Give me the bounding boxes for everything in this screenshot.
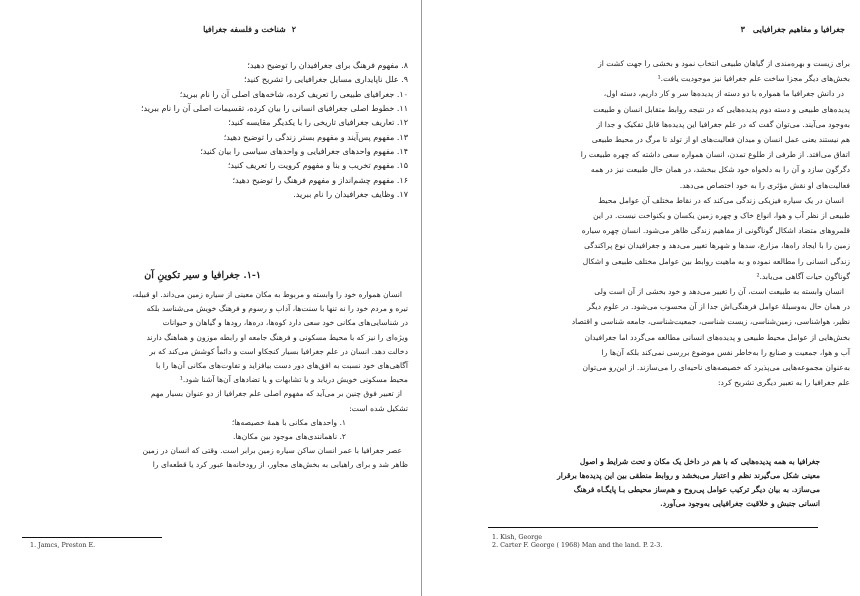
text-line: ویژه‌ای را نیز که با محیط مسکونی و فرهنگ جامعه او رابطه موزون و هماهنگ دارند — [146, 332, 408, 342]
text-line: دگرگون سازد و آن را به دلخواه خود شکل ببخشد، در همان حال طبیعت نیز در همه — [590, 165, 850, 175]
question-item: ۱۲. تعاریف جغرافیای تاریخی را با یکدیگر مقایسه کنید؛ — [228, 118, 408, 128]
text-line: هم نیستند یعنی عمل انسان و میدان فعالیت‌های او از تولد تا مرگ در محیط طبیعی — [591, 135, 850, 145]
definition-line: معینی شکل می‌گیرند نظم و اعتبار می‌بخشد و روابط منطقی بین این پدیده‌ها برقرار — [557, 471, 820, 480]
left-body-text — [23, 288, 408, 473]
text-line: برای زیست و بهره‌مندی از گیاهان طبیعی انتخاب نمود و بخشی را جهت کشت از — [598, 59, 850, 68]
text-line: طبیعی از نظر آب و هوا، انواع خاک و چهره زمین یکسان و یکنواخت نیست. در این — [593, 211, 850, 221]
question-item: ۹. علل ناپایداری مسایل جغرافیایی را تشریح کنید؛ — [243, 75, 408, 85]
right-page-number: ۳ — [740, 24, 745, 34]
text-line: انسان در یک سیاره فیزیکی زندگی می‌کند که در نقاط مختلف آن عوامل محیط — [598, 195, 844, 205]
text-line: قلمروهای متضاد اشکال گوناگونی از مفاهیم زندگی ظاهر می‌شود. انسان چهره سیاره — [581, 226, 850, 236]
question-item: ۱۳. مفهوم پس‌آیند و مفهوم بستر زندگی را توضیح دهید؛ — [223, 132, 408, 142]
text-line: ظاهر شد و برای راهیابی به بخش‌های مجاور، از رودخانه‌ها عبور کرد یا قطعه‌ای را — [152, 460, 408, 470]
footnote-rule — [22, 537, 162, 538]
question-item: ۱۶. مفهوم چشم‌انداز و مفهوم فرهنگ را توضیح دهید؛ — [232, 175, 408, 185]
left-page-number: ۲ — [291, 24, 296, 34]
text-line: تشکیل شده است: — [349, 403, 408, 413]
right-page-running-title: جغرافیا و مفاهیم جغرافیایی — [752, 24, 845, 34]
right-body-text — [452, 56, 850, 390]
footnote: 1. Kish, George — [492, 533, 543, 541]
text-line: پدیده‌های طبیعی و دسته دوم پدیده‌هایی که در نتیجه روابط متقابل انسان و طبیعت — [593, 104, 850, 114]
text-line: گوناگون حیات آگاهی می‌یابد.² — [756, 271, 850, 281]
footnote: 2. Carter F. George ( 1968) Man and the land. P. 2-3. — [492, 541, 663, 549]
text-line: به‌عنوان مجموعه‌هایی می‌پذیرد که خصیصه‌های ناحیه‌ای را می‌سازند. از این‌رو می‌توان — [582, 363, 850, 373]
text-line: زندگی انسانی را مطالعه نموده و به ماهیت روابط بین عوامل مختلف طبیعی و اشکال — [582, 256, 850, 266]
text-line: بخش‌هایی از عوامل محیط طبیعی و پدیده‌های انسانی مطالعه می‌گردد اما جغرافیدان — [584, 332, 850, 342]
right-page-header — [741, 24, 845, 34]
text-line: عصر جغرافیا با عمر انسان ساکن سیاره زمین برابر است. وقتی که انسان در زمین — [142, 446, 402, 456]
text-line: آگاهی‌های خود نسبت به افق‌های دور دست بیافزاید و تفاوت‌های مکانی آن‌ها را با — [155, 361, 408, 371]
right-page — [422, 0, 860, 596]
review-questions — [28, 59, 408, 202]
question-item: ۱۵. مفهوم تخریب و بنا و مفهوم کرویت را تعریف کنید؛ — [227, 161, 408, 171]
definition-block — [460, 455, 820, 511]
list-item: ۲. ناهمانندی‌های موجود بین مکان‌ها. — [233, 432, 346, 442]
text-line: نظیر، هواشناسی، زمین‌شناسی، زیست شناسی، جمعیت‌شناسی، جامعه شناسی و اقتصاد — [571, 317, 850, 327]
text-line: دخالت دهد. انسان در علم جغرافیا بسیار کنجکاو است و دائماً کوشش می‌کند که بر — [149, 346, 408, 356]
text-line: در دانش جغرافیا ما همواره با دو دسته از پدیده‌ها سر و کار داریم، دسته اول، — [603, 89, 844, 99]
text-line: از تعبیر فوق چنین بر می‌آید که مفهوم اصلی علم جغرافیا از دو عنوان بسیار مهم — [150, 389, 402, 399]
left-page — [0, 0, 421, 596]
definition-line: انسانی جنبش و خلاقیت جغرافیایی به‌وجود می‌آورد. — [660, 499, 820, 508]
section-title: ۱-۱. جغرافیا و سیر تکوینِ آن — [144, 270, 261, 281]
question-item: ۱۱. خطوط اصلی جغرافیای انسانی را بیان کرده، تقسیمات اصلی آن را نام ببرید؛ — [140, 104, 408, 114]
text-line: به‌وجود می‌آیند. می‌توان گفت که در علم جغرافیا این پدیده‌ها قابل تفکیک و جدا از — [596, 119, 850, 129]
text-line: زمین را با ایجاد راه‌ها، مزارع، سدها و شهرها تغییر می‌دهد و جغرافیدان نوع پراکندگی — [584, 241, 850, 251]
text-line: انسان وابسته به طبیعت است، آن را تغییر می‌دهد و خود بخشی از آن است ولی — [594, 287, 844, 297]
footnote: 1. Jamcs, Preston E. — [30, 541, 96, 549]
text-line: انسان همواره خود را وابسته و مربوط به مکان معینی از سیاره زمین می‌داند. او قبیله، — [132, 290, 402, 299]
text-line: بخش‌های دیگر مجزا ساخت علم جغرافیا نیز موجودیت یافت.¹ — [657, 74, 850, 84]
text-line: محیط مسکونی خویش دریابد و یا تشابهات و یا تضادهای آن‌ها آشنا شود.¹ — [179, 375, 408, 385]
left-page-running-title: شناخت و فلسفه جغرافیا — [203, 24, 286, 34]
question-item: ۸. مفهوم فرهنگ برای جغرافیدان را توضیح دهید؛ — [247, 61, 408, 70]
definition-line: جغرافیا به همه پدیده‌هایی که با هم در داخل یک مکان و تحت شرایط و اصول — [579, 457, 820, 466]
list-item: ۱. واحدهای مکانی با همهٔ خصیصه‌ها؛ — [231, 417, 346, 427]
text-line: در همان حال به‌وسیلهٔ عوامل فرهنگی‌اش جدا از آن محسوب می‌شود. در علوم دیگر — [587, 302, 850, 312]
definition-line: می‌سازد. به بیان دیگر ترکیب عوامل پی‌روح و هم‌ساز محیطی بـا پایگـاه فرهنگ — [573, 485, 820, 494]
text-line: تیره و مردم خود را نه تنها با سنت‌ها، آداب و رسوم و فرهنگ خویش می‌شناسد بلکه — [146, 304, 408, 314]
text-line: اتفاق می‌افتد. از طرفی از طلوع تمدن، انسان همواره سعی داشته که چهره طبیعت را — [580, 150, 850, 160]
footnote-rule — [488, 527, 818, 528]
text-line: آب و هوا، جمعیت و صنایع را به‌خاطر نفس موضوع بررسی نمی‌کند بلکه آن‌ها را — [601, 347, 850, 357]
left-page-header — [203, 24, 296, 34]
text-line: علم جغرافیا را به تعبیر دیگری تشریح کرد: — [717, 378, 850, 388]
question-item: ۱۴. مفهوم واحدهای جغرافیایی و واحدهای سیاسی را بیان کنید؛ — [200, 147, 408, 157]
text-line: در شناسایی‌های مکانی خود سعی دارد کوه‌ها، دره‌ها، رودها و گیاهان و حیوانات — [162, 318, 408, 328]
question-item: ۱۷. وظایف جغرافیدان را نام ببرید. — [293, 190, 408, 200]
question-item: ۱۰. جغرافیای طبیعی را تعریف کرده، شاخه‌های اصلی آن را نام ببرید؛ — [179, 89, 408, 99]
text-line: فعالیت‌های او نقش مؤثری را به خود اختصاص می‌دهد. — [679, 180, 850, 190]
